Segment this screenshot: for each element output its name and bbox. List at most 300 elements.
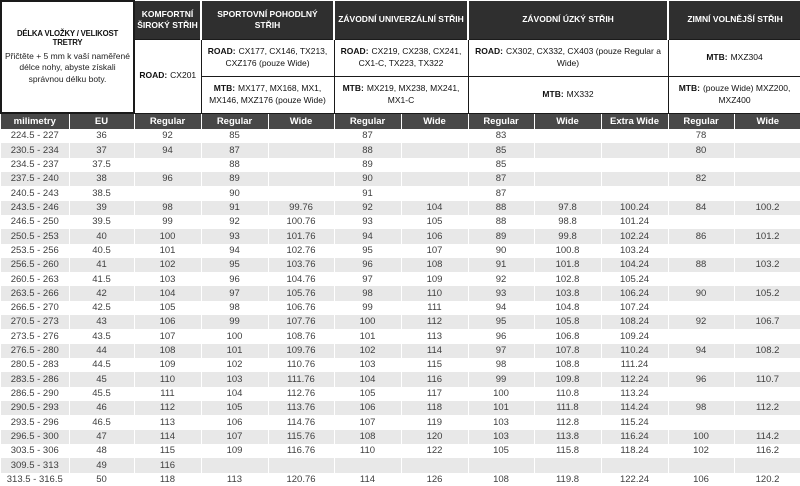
- eu-size-cell: 39: [69, 201, 134, 215]
- mm-range-cell: 230.5 - 234: [1, 143, 69, 157]
- eu-size-cell: 36: [69, 129, 134, 143]
- table-row: [1, 444, 800, 458]
- size-value-cell: 98: [334, 286, 401, 300]
- size-value-cell: [734, 415, 800, 429]
- size-value-cell: 106.7: [734, 315, 800, 329]
- size-table-body: [1, 129, 800, 486]
- size-value-cell: 100: [334, 315, 401, 329]
- size-value-cell: 98: [668, 401, 734, 415]
- size-value-cell: 94: [134, 143, 201, 157]
- size-value-cell: 99: [201, 315, 268, 329]
- size-value-cell: 126: [401, 473, 468, 486]
- size-value-cell: 106: [334, 401, 401, 415]
- size-value-cell: [734, 215, 800, 229]
- size-value-cell: [468, 458, 534, 472]
- size-value-cell: [734, 272, 800, 286]
- table-row: [1, 215, 800, 229]
- table-row: [1, 458, 800, 472]
- size-value-cell: 91: [468, 258, 534, 272]
- col-header-zavodni-univerzalni-wide: Wide: [401, 113, 468, 129]
- mm-range-cell: 253.5 - 256: [1, 244, 69, 258]
- size-value-cell: 114.24: [601, 401, 668, 415]
- size-value-cell: [734, 244, 800, 258]
- size-value-cell: 114: [134, 430, 201, 444]
- size-value-cell: 98: [201, 301, 268, 315]
- size-value-cell: 113: [134, 415, 201, 429]
- size-value-cell: 112.24: [601, 372, 668, 386]
- size-value-cell: 107.24: [601, 301, 668, 315]
- size-value-cell: 105: [201, 401, 268, 415]
- size-value-cell: 105: [401, 215, 468, 229]
- eu-size-cell: 46.5: [69, 415, 134, 429]
- size-value-cell: 110.8: [534, 387, 601, 401]
- col-header-zimni-regular: Regular: [668, 113, 734, 129]
- size-value-cell: 104.8: [534, 301, 601, 315]
- size-value-cell: 109.76: [268, 344, 334, 358]
- size-value-cell: 102.24: [601, 229, 668, 243]
- mm-range-cell: 309.5 - 313: [1, 458, 69, 472]
- size-value-cell: 114.76: [268, 415, 334, 429]
- size-value-cell: [601, 186, 668, 200]
- size-value-cell: 101: [201, 344, 268, 358]
- mm-range-cell: 224.5 - 227: [1, 129, 69, 143]
- products-zavodni-univerzalni-road: [334, 39, 468, 76]
- size-value-cell: 92: [468, 272, 534, 286]
- size-value-cell: 114: [401, 344, 468, 358]
- size-value-cell: 109.8: [534, 372, 601, 386]
- size-value-cell: 97: [201, 286, 268, 300]
- size-value-cell: 89: [334, 158, 401, 172]
- size-value-cell: 99: [468, 372, 534, 386]
- size-value-cell: 87: [468, 172, 534, 186]
- size-value-cell: 100: [134, 229, 201, 243]
- size-value-cell: 106: [134, 315, 201, 329]
- size-value-cell: 108: [401, 258, 468, 272]
- size-value-cell: 102: [668, 444, 734, 458]
- size-value-cell: [401, 158, 468, 172]
- size-value-cell: 109: [201, 444, 268, 458]
- size-value-cell: 113.76: [268, 401, 334, 415]
- products-sportovni-mtb-models: MX177, MX168, MX1, MX146, MXZ176 (pouze Wide): [209, 83, 326, 105]
- size-value-cell: 112.76: [268, 387, 334, 401]
- eu-size-cell: 44: [69, 344, 134, 358]
- size-value-cell: 105.76: [268, 286, 334, 300]
- size-value-cell: 99: [334, 301, 401, 315]
- table-row: [1, 401, 800, 415]
- size-value-cell: 112: [401, 315, 468, 329]
- size-value-cell: 96: [468, 329, 534, 343]
- size-value-cell: 110: [134, 372, 201, 386]
- mtb-label: MTB:: [678, 83, 700, 94]
- size-value-cell: 116: [134, 458, 201, 472]
- size-value-cell: [534, 172, 601, 186]
- mtb-label: MTB:: [706, 51, 728, 62]
- size-value-cell: 119: [401, 415, 468, 429]
- table-row: [1, 301, 800, 315]
- size-value-cell: 93: [334, 215, 401, 229]
- size-value-cell: 100: [468, 387, 534, 401]
- size-value-cell: 122: [401, 444, 468, 458]
- eu-size-cell: 43: [69, 315, 134, 329]
- size-value-cell: [668, 215, 734, 229]
- mm-range-cell: 263.5 - 266: [1, 286, 69, 300]
- size-value-cell: 92: [668, 315, 734, 329]
- col-header-zavodni-univerzalni-regular: Regular: [334, 113, 401, 129]
- size-value-cell: 115: [134, 444, 201, 458]
- size-value-cell: 108.24: [601, 315, 668, 329]
- size-value-cell: [668, 329, 734, 343]
- mm-range-cell: 273.5 - 276: [1, 329, 69, 343]
- group-header-sportovni: SPORTOVNÍ POHODLNÝ STŘIH: [201, 1, 334, 39]
- eu-size-cell: 45.5: [69, 387, 134, 401]
- size-value-cell: 108: [134, 344, 201, 358]
- size-value-cell: [668, 458, 734, 472]
- size-value-cell: [268, 158, 334, 172]
- size-value-cell: 112.8: [534, 415, 601, 429]
- size-value-cell: 82: [668, 172, 734, 186]
- size-value-cell: 107: [334, 415, 401, 429]
- size-value-cell: 122.24: [601, 473, 668, 486]
- size-value-cell: 95: [201, 258, 268, 272]
- size-value-cell: 111.8: [534, 401, 601, 415]
- mtb-label: MTB:: [342, 83, 364, 94]
- col-header-komfortni-regular: Regular: [134, 113, 201, 129]
- products-komfortni-road-models: CX201: [170, 70, 197, 81]
- size-value-cell: 106: [201, 415, 268, 429]
- table-row: [1, 286, 800, 300]
- size-value-cell: 118.24: [601, 444, 668, 458]
- size-value-cell: 114.2: [734, 430, 800, 444]
- eu-size-cell: 44.5: [69, 358, 134, 372]
- mtb-label: MTB:: [542, 88, 564, 99]
- size-value-cell: [601, 458, 668, 472]
- size-value-cell: 103: [468, 430, 534, 444]
- size-value-cell: 112.2: [734, 401, 800, 415]
- size-value-cell: 107.8: [534, 344, 601, 358]
- size-value-cell: 101.2: [734, 229, 800, 243]
- size-value-cell: 101: [468, 401, 534, 415]
- size-value-cell: [734, 158, 800, 172]
- size-value-cell: 115: [401, 358, 468, 372]
- size-value-cell: 94: [334, 229, 401, 243]
- size-value-cell: [601, 158, 668, 172]
- size-value-cell: 107: [201, 430, 268, 444]
- size-value-cell: 113.8: [534, 430, 601, 444]
- table-row: [1, 244, 800, 258]
- size-value-cell: 110.76: [268, 358, 334, 372]
- table-row: [1, 229, 800, 243]
- size-value-cell: 101: [134, 244, 201, 258]
- size-value-cell: 91: [201, 201, 268, 215]
- size-value-cell: 100.76: [268, 215, 334, 229]
- size-value-cell: 105.8: [534, 315, 601, 329]
- size-value-cell: 116.2: [734, 444, 800, 458]
- size-value-cell: 98: [134, 201, 201, 215]
- size-value-cell: 87: [334, 129, 401, 143]
- mm-range-cell: 240.5 - 243: [1, 186, 69, 200]
- size-value-cell: [668, 415, 734, 429]
- size-value-cell: [668, 301, 734, 315]
- size-value-cell: 111: [134, 387, 201, 401]
- table-row: [1, 172, 800, 186]
- col-header-eu: EU: [69, 113, 134, 129]
- size-value-cell: 116.76: [268, 444, 334, 458]
- mm-range-cell: 246.5 - 250: [1, 215, 69, 229]
- products-zimni-mtb-1-models: MXZ304: [730, 51, 763, 62]
- size-value-cell: [401, 458, 468, 472]
- mm-range-cell: 296.5 - 300: [1, 430, 69, 444]
- size-value-cell: 100: [201, 329, 268, 343]
- col-header-zavodni-uzky-wide: Wide: [534, 113, 601, 129]
- size-value-cell: 86: [668, 229, 734, 243]
- size-value-cell: 100.24: [601, 201, 668, 215]
- size-value-cell: 105.2: [734, 286, 800, 300]
- size-value-cell: 103: [468, 415, 534, 429]
- mm-range-cell: 283.5 - 286: [1, 372, 69, 386]
- size-value-cell: 107: [134, 329, 201, 343]
- size-value-cell: 104: [201, 387, 268, 401]
- size-value-cell: 103.2: [734, 258, 800, 272]
- eu-size-cell: 42: [69, 286, 134, 300]
- size-value-cell: 114: [334, 473, 401, 486]
- size-value-cell: 90: [668, 286, 734, 300]
- size-value-cell: 93: [201, 229, 268, 243]
- table-row: [1, 201, 800, 215]
- size-value-cell: 102: [334, 344, 401, 358]
- eu-size-cell: 48: [69, 444, 134, 458]
- size-value-cell: 106: [401, 229, 468, 243]
- mm-range-cell: 270.5 - 273: [1, 315, 69, 329]
- eu-size-cell: 45: [69, 372, 134, 386]
- size-value-cell: 103: [134, 272, 201, 286]
- size-value-cell: 105: [468, 444, 534, 458]
- size-value-cell: 104.24: [601, 258, 668, 272]
- mm-range-cell: 303.5 - 306: [1, 444, 69, 458]
- col-header-zavodni-uzky-extra-wide: Extra Wide: [601, 113, 668, 129]
- road-label: ROAD:: [207, 46, 236, 57]
- size-value-cell: 90: [334, 172, 401, 186]
- size-value-cell: 97: [468, 344, 534, 358]
- size-value-cell: [734, 358, 800, 372]
- eu-size-cell: 41: [69, 258, 134, 272]
- products-zavodni-uzky-road-models: CX302, CX332, CX403 (pouze Regular a Wide): [505, 46, 661, 68]
- size-value-cell: 88: [201, 158, 268, 172]
- col-header-zavodni-uzky-regular: Regular: [468, 113, 534, 129]
- size-value-cell: 99.8: [534, 229, 601, 243]
- col-header-sportovni-wide: Wide: [268, 113, 334, 129]
- size-value-cell: 95: [468, 315, 534, 329]
- products-zimni-mtb-2: [668, 76, 800, 113]
- size-value-cell: 88: [468, 201, 534, 215]
- size-value-cell: [668, 272, 734, 286]
- products-zimni-mtb-1: [668, 39, 800, 76]
- mm-range-cell: 250.5 - 253: [1, 229, 69, 243]
- eu-size-cell: 37.5: [69, 158, 134, 172]
- size-value-cell: 111.76: [268, 372, 334, 386]
- eu-size-cell: 47: [69, 430, 134, 444]
- size-value-cell: 108: [468, 473, 534, 486]
- size-value-cell: 98: [468, 358, 534, 372]
- size-value-cell: [734, 387, 800, 401]
- size-value-cell: [201, 458, 268, 472]
- products-zavodni-univerzalni-mtb-models: MX219, MX238, MX241, MX1-C: [366, 83, 460, 105]
- size-value-cell: 101: [334, 329, 401, 343]
- size-value-cell: 102.8: [534, 272, 601, 286]
- mm-range-cell: 276.5 - 280: [1, 344, 69, 358]
- left-header-title: DÉLKA VLOŽKY / VELIKOST TRETRY: [16, 29, 119, 48]
- size-value-cell: 110.7: [734, 372, 800, 386]
- size-value-cell: [401, 129, 468, 143]
- size-value-cell: 89: [468, 229, 534, 243]
- size-value-cell: 85: [201, 129, 268, 143]
- size-value-cell: 112: [134, 401, 201, 415]
- size-value-cell: 106: [668, 473, 734, 486]
- size-value-cell: 78: [668, 129, 734, 143]
- size-value-cell: [734, 143, 800, 157]
- eu-size-cell: 40.5: [69, 244, 134, 258]
- size-value-cell: 94: [201, 244, 268, 258]
- eu-size-cell: 40: [69, 229, 134, 243]
- products-zavodni-univerzalni-mtb: [334, 76, 468, 113]
- mm-range-cell: 256.5 - 260: [1, 258, 69, 272]
- table-row: [1, 258, 800, 272]
- size-value-cell: [401, 186, 468, 200]
- size-value-cell: 92: [134, 129, 201, 143]
- size-value-cell: 87: [468, 186, 534, 200]
- size-value-cell: [268, 458, 334, 472]
- products-zavodni-uzky-mtb-models: MX332: [566, 88, 594, 99]
- size-value-cell: 88: [468, 215, 534, 229]
- size-value-cell: 104.76: [268, 272, 334, 286]
- mtb-label: MTB:: [213, 83, 236, 94]
- eu-size-cell: 49: [69, 458, 134, 472]
- eu-size-cell: 42.5: [69, 301, 134, 315]
- size-value-cell: 106.8: [534, 329, 601, 343]
- products-zavodni-univerzalni-road-models: CX219, CX238, CX241, CX1-C, TX223, TX322: [358, 46, 462, 68]
- size-value-cell: 113: [401, 329, 468, 343]
- products-komfortni-road: [134, 39, 201, 113]
- size-value-cell: 103: [201, 372, 268, 386]
- size-value-cell: 84: [668, 201, 734, 215]
- table-row: [1, 372, 800, 386]
- size-value-cell: 115.76: [268, 430, 334, 444]
- size-value-cell: 118: [134, 473, 201, 486]
- size-value-cell: 101.8: [534, 258, 601, 272]
- size-value-cell: 97: [334, 272, 401, 286]
- size-value-cell: 87: [201, 143, 268, 157]
- road-label: ROAD:: [340, 46, 369, 57]
- size-value-cell: [268, 172, 334, 186]
- size-value-cell: 83: [468, 129, 534, 143]
- size-value-cell: 96: [334, 258, 401, 272]
- size-value-cell: 96: [134, 172, 201, 186]
- size-value-cell: [734, 172, 800, 186]
- table-row: [1, 358, 800, 372]
- eu-size-cell: 37: [69, 143, 134, 157]
- table-row: [1, 344, 800, 358]
- table-row: [1, 129, 800, 143]
- table-row: [1, 430, 800, 444]
- size-value-cell: 102: [134, 258, 201, 272]
- table-row: [1, 158, 800, 172]
- table-row: [1, 387, 800, 401]
- left-header-note: Přičtěte + 5 mm k vaší naměřené délce nohy, abyste získali správnou délku boty.: [5, 51, 130, 84]
- size-value-cell: 89: [201, 172, 268, 186]
- products-zavodni-uzky-mtb: [468, 76, 668, 113]
- size-value-cell: [668, 158, 734, 172]
- products-zimni-mtb-2-models: (pouze Wide) MXZ200, MXZ400: [702, 83, 791, 105]
- size-value-cell: [734, 301, 800, 315]
- size-value-cell: [134, 186, 201, 200]
- size-value-cell: 103.24: [601, 244, 668, 258]
- mm-range-cell: 293.5 - 296: [1, 415, 69, 429]
- mm-range-cell: 234.5 - 237: [1, 158, 69, 172]
- size-value-cell: 106.24: [601, 286, 668, 300]
- size-value-cell: [734, 329, 800, 343]
- size-value-cell: [668, 358, 734, 372]
- size-value-cell: 80: [668, 143, 734, 157]
- size-value-cell: 113.24: [601, 387, 668, 401]
- size-value-cell: 110: [334, 444, 401, 458]
- table-row: [1, 186, 800, 200]
- size-value-cell: 103.76: [268, 258, 334, 272]
- mm-range-cell: 237.5 - 240: [1, 172, 69, 186]
- size-value-cell: [668, 387, 734, 401]
- size-value-cell: 90: [201, 186, 268, 200]
- size-value-cell: [534, 458, 601, 472]
- size-value-cell: 119.8: [534, 473, 601, 486]
- size-value-cell: [268, 143, 334, 157]
- size-value-cell: [268, 186, 334, 200]
- mm-range-cell: 290.5 - 293: [1, 401, 69, 415]
- size-value-cell: 111: [401, 301, 468, 315]
- mm-range-cell: 243.5 - 246: [1, 201, 69, 215]
- size-value-cell: 96: [668, 372, 734, 386]
- size-value-cell: 107.76: [268, 315, 334, 329]
- size-value-cell: [534, 158, 601, 172]
- size-value-cell: 88: [334, 143, 401, 157]
- size-value-cell: 108.8: [534, 358, 601, 372]
- size-value-cell: [534, 143, 601, 157]
- size-value-cell: 97.8: [534, 201, 601, 215]
- size-value-cell: 110.24: [601, 344, 668, 358]
- insole-length-header-cell: [1, 1, 134, 113]
- size-value-cell: 95: [334, 244, 401, 258]
- size-value-cell: [534, 186, 601, 200]
- eu-size-cell: 39.5: [69, 215, 134, 229]
- size-value-cell: [734, 129, 800, 143]
- mm-range-cell: 286.5 - 290: [1, 387, 69, 401]
- table-row: [1, 415, 800, 429]
- eu-size-cell: 38: [69, 172, 134, 186]
- size-value-cell: [668, 244, 734, 258]
- products-sportovni-road: [201, 39, 334, 76]
- products-zavodni-uzky-road: [468, 39, 668, 76]
- size-value-cell: 93: [468, 286, 534, 300]
- size-value-cell: [668, 186, 734, 200]
- size-value-cell: 111.24: [601, 358, 668, 372]
- size-value-cell: 96: [201, 272, 268, 286]
- table-row: [1, 143, 800, 157]
- mm-range-cell: 280.5 - 283: [1, 358, 69, 372]
- eu-size-cell: 38.5: [69, 186, 134, 200]
- size-value-cell: 103.8: [534, 286, 601, 300]
- size-value-cell: [734, 186, 800, 200]
- size-value-cell: 115.24: [601, 415, 668, 429]
- size-value-cell: 85: [468, 143, 534, 157]
- size-value-cell: [601, 129, 668, 143]
- size-value-cell: 105: [134, 301, 201, 315]
